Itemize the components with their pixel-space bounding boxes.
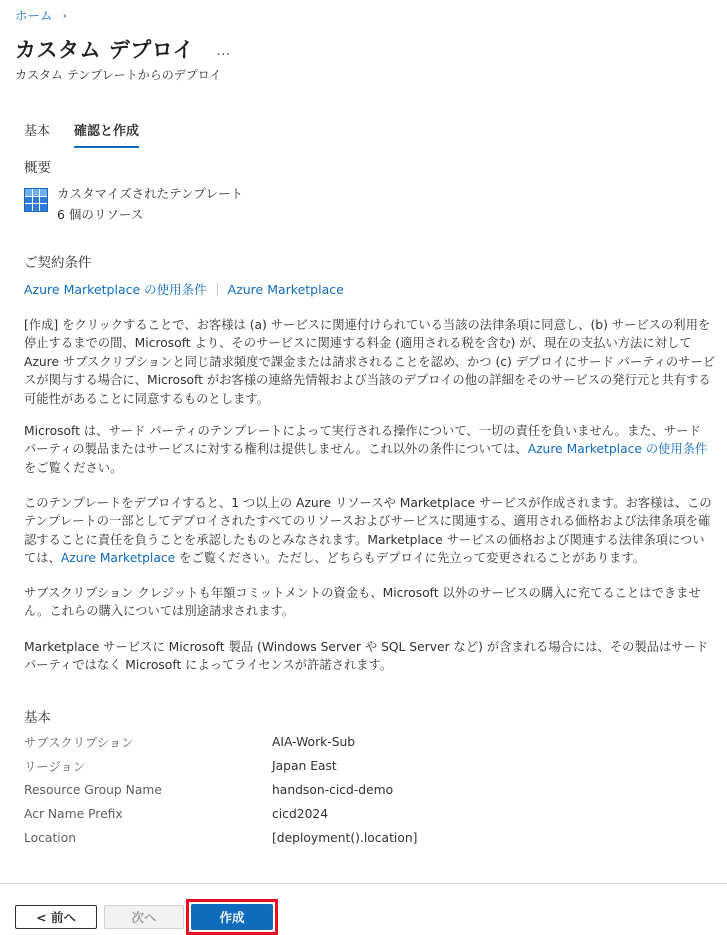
next-button[interactable]: 次へ (104, 905, 184, 929)
wizard-footer (0, 883, 727, 935)
create-button-highlight (186, 899, 278, 935)
marketplace-terms-inline-link[interactable]: Azure Marketplace の使用条件 (527, 442, 708, 457)
terms-links (24, 280, 344, 298)
summary-block (24, 184, 243, 223)
summary-resource-count: 6 個のリソース (57, 207, 144, 222)
terms-paragraph-3 (24, 494, 716, 568)
tab-basics[interactable]: 基本 (24, 124, 51, 139)
terms-paragraph-2 (24, 422, 716, 477)
field-label: Location (24, 831, 77, 845)
list-item (24, 802, 684, 826)
terms-paragraph-3-text: このテンプレートをデプロイすると、1 つ以上の Azure リソースや Marketplace サービスが作成されます。お客様は、このテンプレートの一部としてデプロイされたすべてのリソースおよびサービスに関連する、適用される価格および法律条項を確認することに責任を負うことを承認したものとみなされます。Marketplace サービスの価格および関連する法律条項については、 (24, 496, 712, 566)
link-divider (217, 283, 218, 296)
terms-paragraph-5: Marketplace サービスに Microsoft 製品 (Windows Server や SQL Server など) が含まれる場合には、その製品はサード パーティではなく Microsoft によってライセンスが許諾されます。 (24, 640, 709, 673)
field-value: cicd2024 (272, 807, 329, 821)
field-label: サブスクリプション (24, 736, 134, 750)
terms-paragraph-4: サブスクリプション クレジットも年額コミットメントの資金も、Microsoft 以外のサービスの購入に充てることはできません。これらの購入については別途請求されます。 (24, 586, 701, 619)
previous-button[interactable]: < 前へ (15, 905, 97, 929)
field-label: Resource Group Name (24, 783, 162, 797)
terms-heading: ご契約条件 (24, 255, 92, 271)
terms-paragraph-1: [作成] をクリックすることで、お客様は (a) サービスに関連付けられている当該の法律条項に同意し、(b) サービスの利用を停止するまでの間、Microsoft より、そのサービスに関連する料金 (適用される税を含む) が、現在の支払い方法に対して Azure サブスクリプションと同じ請求頻度で課金または請求されることを認め、かつ (c) デプロイにサード パーティのサービスが関与する場合に、Microsoft がお客様の連絡先情報および当該のデプロイの他の詳細をそのサービスの発行元と共有する可能性があることに同意するものとします。 (24, 318, 716, 406)
tab-review-create[interactable]: 確認と作成 (74, 120, 139, 148)
summary-heading: 概要 (24, 160, 51, 176)
list-item (24, 730, 684, 754)
azure-marketplace-link[interactable]: Azure Marketplace (227, 281, 344, 297)
summary-template-label: カスタマイズされたテンプレート (57, 186, 244, 201)
page-subtitle: カスタム テンプレートからのデプロイ (15, 68, 222, 82)
field-value: Japan East (272, 759, 337, 773)
template-icon (24, 188, 48, 212)
breadcrumb-home-link[interactable]: ホーム (15, 8, 53, 23)
list-item (24, 826, 684, 850)
terms-paragraph-2-tail: をご覧ください。 (24, 460, 123, 475)
field-label: Acr Name Prefix (24, 807, 123, 821)
breadcrumb (15, 6, 67, 24)
terms-paragraph-3-tail: をご覧ください。ただし、どちらもデプロイに先立って変更されることがあります。 (175, 551, 646, 566)
azure-marketplace-inline-link[interactable]: Azure Marketplace (60, 551, 176, 566)
create-button[interactable]: 作成 (191, 904, 273, 930)
page-title: カスタム デプロイ (15, 38, 195, 62)
field-label: リージョン (24, 760, 85, 774)
basics-summary-list (24, 730, 684, 850)
list-item (24, 754, 684, 778)
chevron-right-icon: › (62, 8, 67, 22)
field-value: [deployment().location] (272, 831, 418, 845)
more-options-icon[interactable]: … (216, 43, 232, 59)
marketplace-terms-link[interactable]: Azure Marketplace の使用条件 (24, 282, 207, 297)
terms-paragraph-2-text: Microsoft は、サード パーティのテンプレートによって実行される操作について、一切の責任を負いません。また、サード パーティの製品またはサービスに対する権利は提供しません。これ以外の条件については、 (24, 424, 701, 457)
basics-heading: 基本 (24, 710, 51, 726)
field-value: AIA-Work-Sub (272, 735, 356, 749)
wizard-tabs (24, 120, 139, 148)
field-value: handson-cicd-demo (272, 783, 394, 797)
title-row (15, 34, 231, 64)
list-item (24, 778, 684, 802)
